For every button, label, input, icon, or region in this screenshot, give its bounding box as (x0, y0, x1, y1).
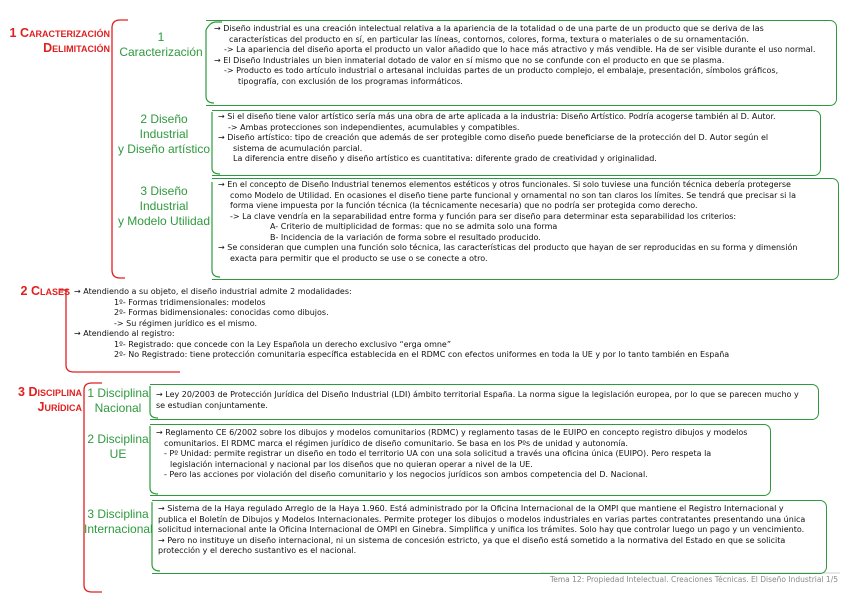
sub-3-2-title: 2 Disciplina UE (87, 432, 149, 461)
section-3-title: 3 Disciplina Jurídica (18, 385, 82, 414)
sub-1-3-title: 3 Diseño Industrial y Modelo Utilidad (117, 184, 211, 228)
sub-1-1-title: 1 Caracterización (119, 30, 203, 59)
section-2-title: 2 Clases (20, 284, 70, 298)
sub-1-3-text: → En el concepto de Diseño Industrial tenemos elementos estéticos y otros funcionales. Si solo tuviese una función técnica debería protegerse como Modelo de Utilidad. En ocasiones el diseño tiene parte funcional y ornamental no son tan claros los límites. Se tendrá que precisar si la forma viene impuesta por la función técnica (la técnicamente necesaria) que no podría ser protegida como derecho. -> La clave vendría en la separabilidad entre forma y función para ser diseño para determinar esta separabilidad los criterios: A- Criterio de multiplicidad de formas: que no se admita solo una forma B- Incidencia de la variación de forma sobre el resultado producido. → Se consideran que cumplen una función solo técnica, las características del producto que hayan de ser reproducidas en su forma y dimensión exacta para permitir que el producto se use o se conecte a otro. (218, 180, 798, 263)
section-1-title: 1 Caracterización Delimitación (9, 26, 110, 55)
sub-3-1-text: → Ley 20/2003 de Protección Jurídica del Diseño Industrial (LDI) ámbito territorial España. La norma sigue la legislación europea, por lo que se parecen mucho y se estudian conjuntamente. (156, 390, 799, 410)
sub-3-1-title: 1 Disciplina Nacional (87, 386, 149, 415)
section-2-text: → Atendiendo a su objeto, el diseño industrial admite 2 modalidades: 1º- Formas tridimensionales: modelos 2º- Formas bidimensionales: conocidas como dibujos. -> Su régimen jurídico es el mismo. → Atendiendo al registro: 1º- Registrado: que concede con la Ley Española un derecho exclusivo “erga omne” 2º- No Registrado: tiene protección comunitaria específica establecida en el RDMC con efectos uniformes en toda la UE y por lo tanto también en España (74, 287, 730, 359)
sub-1-1-text: → Diseño industrial es una creación intelectual relativa a la apariencia de la totalidad o de una parte de un producto que se deriva de las características del producto en sí, en particular las líneas, contornos, colores, forma, textura o materiales o de su ornamentación. -> La apariencia del diseño aporta el producto un valor añadido que lo hace más atractivo y más vendible. Ha de ser visible durante el uso normal. → El Diseño Industriales un bien inmaterial dotado de valor en sí mismo que no se confunde con el producto en que se plasma. -> Producto es todo artículo industrial o artesanal incluidas partes de un producto complejo, el embalaje, presentación, símbolos gráficos, tipografía, con exclusión de los programas informáticos. (214, 24, 816, 86)
page-footer: Tema 12: Propiedad Intelectual. Creaciones Técnicas. El Diseño Industrial 1/5 (549, 575, 838, 584)
sub-3-3-title: 3 Disciplina Internacional (84, 507, 153, 536)
sub-1-2-title: 2 Diseño Industrial y Diseño artístico (117, 112, 211, 156)
sub-3-2-text: → Reglamento CE 6/2002 sobre los dibujos y modelos comunitarios (RDMC) y reglamento tasas de le EUIPO en concepto registro dibujos y modelos comunitarios. El RDMC marca el régimen jurídico de diseño comunitario. Se basa en los Pºs de unidad y autonomía. - Pº Unidad: permite registrar un diseño en todo el territorio UA con una sola solicitud a través una oficina única (EUIPO). Pero respeta la legislación internacional y nacional par los diseños que no quieran operar a nivel de la UE. - Pero las acciones por violación del diseño comunitario y los negocios jurídicos son ambos competencia del D. Nacional. (156, 428, 748, 479)
sub-1-2-text: → Si el diseño tiene valor artístico sería más una obra de arte aplicada a la industria: Diseño Artístico. Podría acogerse también al D. Autor. -> Ambas protecciones son independientes, acumulables y compatibles. → Diseño artístico: tipo de creación que además de ser protegible como diseño puede beneficiarse de la protección del D. Autor según el sistema de acumulación parcial. La diferencia entre diseño y diseño artístico es cuantitativa: diferente grado de creatividad y originalidad. (218, 112, 776, 163)
sub-3-3-text: → Sistema de la Haya regulado Arreglo de la Haya 1.960. Está administrado por la Oficina Internacional de la OMPI que mantiene el Registro Internacional y publica el Boletín de Dibujos y Modelos Internacionales. Permite proteger los dibujos o modelos industriales en varias partes contratantes presentando una única solicitud internacional ante la Oficina Internacional de OMPI en Ginebra. Simplifica y unifica los trámites. Solo hay que controlar luego un pago y un vencimiento. → Pero no instituye un diseño internacional, ni un sistema de concesión estricto, ya que el diseño está sometido a la normativa del Estado en que se solicita protección y el derecho sustantivo es el nacional. (158, 504, 806, 555)
